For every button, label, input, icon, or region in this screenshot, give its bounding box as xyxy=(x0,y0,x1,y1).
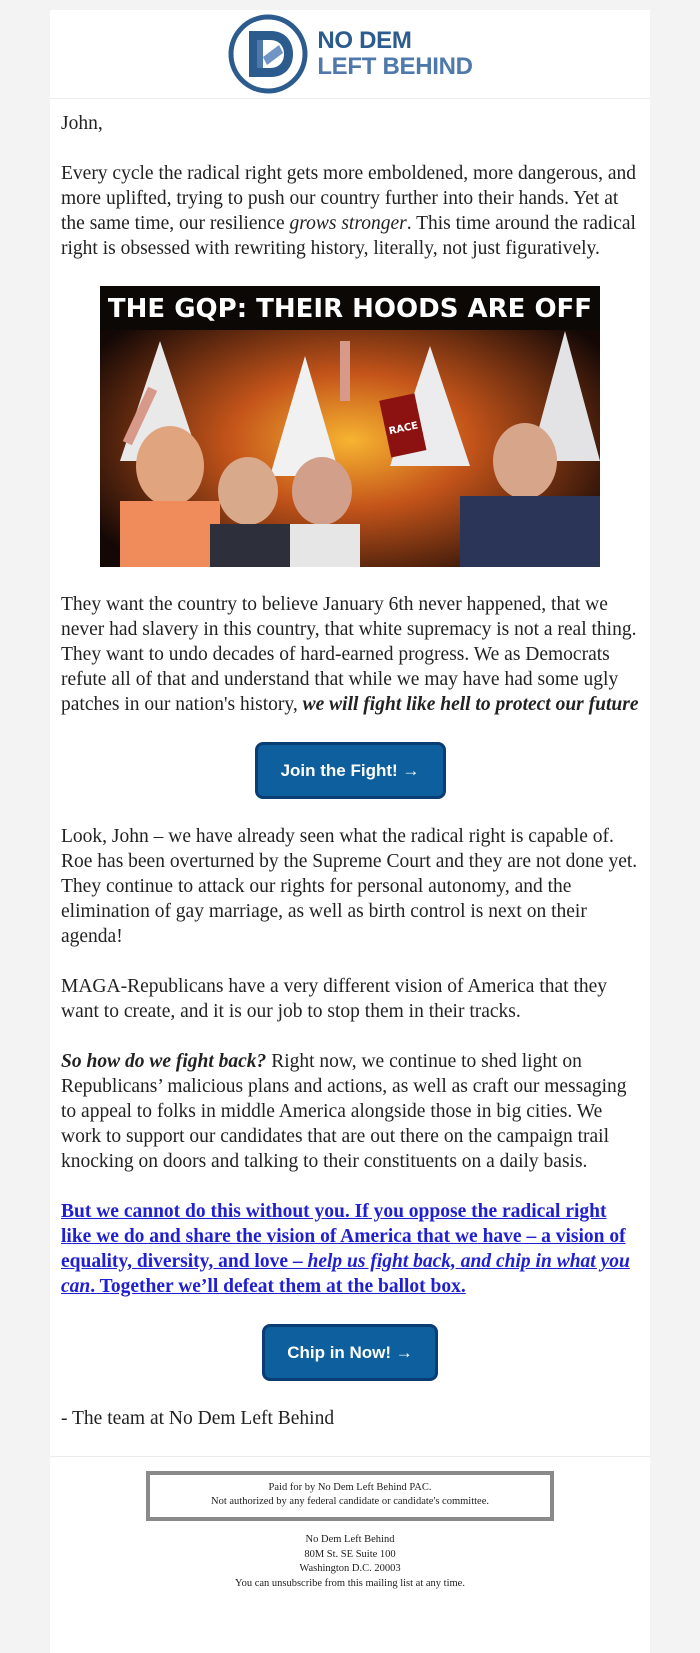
intro-paragraph xyxy=(61,161,639,261)
address-street: 80M St. SE Suite 100 xyxy=(304,1548,396,1560)
paragraph-fight-back xyxy=(61,1049,639,1174)
cta-donate-link[interactable] xyxy=(61,1201,630,1297)
chip-in-now-button[interactable]: Chip in Now! → xyxy=(262,1324,438,1381)
paragraph-roe: Look, John – we have already seen what the radical right is capable of. Roe has been overturned by the Supreme Court and they are not done yet. They continue to attack our rights for personal autonomy, and the elimination of gay marriage, as well as birth control is next on their agenda! xyxy=(61,826,638,947)
person-shape xyxy=(136,426,204,506)
hero-headline: THE GQP: THEIR HOODS ARE OFF xyxy=(107,294,593,324)
footer-divider xyxy=(50,1456,650,1457)
paragraph-history xyxy=(61,592,639,717)
brand-line-2: LEFT BEHIND xyxy=(317,53,473,80)
cta-text-1: But we cannot do this without you. If you oppose the radical right like we do and share the vision of America that we have – a vision of equality, diversity, and love – xyxy=(61,1201,626,1272)
brand-line-1: NO DEM xyxy=(317,27,412,54)
paid-for-line: Paid for by No Dem Left Behind PAC. xyxy=(268,1482,432,1493)
join-button-wrapper xyxy=(61,742,639,799)
cta-text-2: . Together we’ll defeat them at the ballot box. xyxy=(90,1276,466,1297)
paid-for-disclaimer xyxy=(146,1471,554,1521)
book-label: RACE xyxy=(387,420,420,438)
not-authorized-line: Not authorized by any federal candidate or candidate's committee. xyxy=(211,1496,489,1507)
intro-emphasis: grows stronger xyxy=(289,213,407,234)
history-text: They want the country to believe January 6th never happened, that we never had slavery in this country, that white supremacy is not a real thing. They want to undo decades of hard-earned progress. We as Democrats refute all of that and understand that while we may have had some ugly patches in our nation's history, xyxy=(61,594,637,715)
signoff: - The team at No Dem Left Behind xyxy=(61,1408,335,1429)
intro-text-1: Every cycle the radical right gets more emboldened, more dangerous, and more uplifted, trying to push our country further into their hands. Yet at the same time, our resilience xyxy=(61,163,637,234)
brand-name xyxy=(317,28,472,80)
email-body xyxy=(50,10,650,1653)
mailing-address xyxy=(50,1533,650,1591)
person-shape xyxy=(218,457,278,525)
cta-italic: help us fight back, and chip in what you can xyxy=(61,1251,630,1297)
intro-text-2: . This time around the radical right is obsessed with rewriting history, literally, not just figuratively. xyxy=(61,213,636,259)
greeting: John, xyxy=(61,113,103,134)
chip-button-wrapper xyxy=(61,1324,639,1381)
email-content xyxy=(50,99,650,1431)
person-shape xyxy=(292,457,352,525)
email-header xyxy=(50,10,650,99)
person-shape xyxy=(493,423,557,499)
brand-logo-icon xyxy=(227,13,309,95)
address-org: No Dem Left Behind xyxy=(305,1534,395,1545)
join-the-fight-button[interactable]: Join the Fight! → xyxy=(255,742,446,799)
cta-paragraph xyxy=(61,1199,639,1299)
unsubscribe-text[interactable]: You can unsubscribe from this mailing list at any time. xyxy=(235,1577,465,1589)
address-city: Washington D.C. 20003 xyxy=(299,1563,401,1574)
paragraph-maga: MAGA-Republicans have a very different vision of America that they want to create, and it is our job to stop them in their tracks. xyxy=(61,976,608,1022)
fight-back-text: Right now, we continue to shed light on Republicans’ malicious plans and actions, as well as craft our messaging to appeal to folks in middle America alongside those in big cities. We work to support our candidates that are out there on the campaign trail knocking on doors and talking to their constituents on a daily basis. xyxy=(61,1051,627,1172)
hero-image xyxy=(100,286,600,567)
fight-back-emphasis: So how do we fight back? xyxy=(61,1051,267,1072)
history-emphasis: we will fight like hell to protect our future xyxy=(302,694,639,715)
